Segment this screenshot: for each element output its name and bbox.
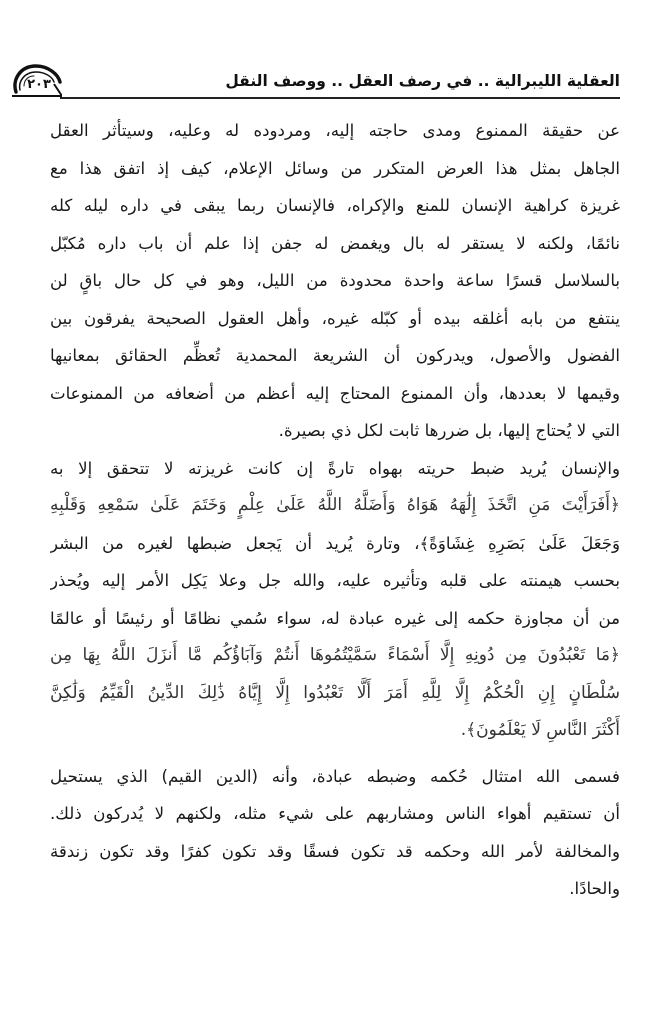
header-title: العقلية الليبرالية .. في رصف العقل .. ووصف النقل — [225, 72, 620, 90]
text-line: بالسلاسل قسرًا ساعة واحدة محدودة من الليل، وهو في كل حال باقٍ لن — [50, 271, 620, 290]
main-text — [50, 112, 620, 908]
text-line: والمخالفة لأمر الله وحكمه قد تكون فسقًا وقد تكون كفرًا وقد تكون زندقة — [50, 841, 620, 861]
text-line: بحسب هيمنته على قلبه وتأثيره عليه، والله جل وعلا يَكِل الأمر إليه ويُحذر — [50, 571, 620, 590]
page-number: ٢٠٣ — [27, 77, 51, 92]
text-line: وقيمها لا بعددها، وأن الممنوع المحتاج إليه أعظم من أضعافه من الممنوعات — [50, 383, 620, 403]
text-line: من أن مجاوزة حكمه إلى غيره عبادة له، سواء سُمي نظامًا أو رئيسًا أو عالمًا — [50, 608, 620, 628]
text-line: ينتفع من بابه أغلقه بيده أو كبّله غيره، وأهل العقول الصحيحة يفرقون بين — [50, 308, 620, 328]
quran-verse-line: ﴿أَفَرَأَيْتَ مَنِ اتَّخَذَ إِلَٰهَهُ هَوَاهُ وَأَضَلَّهُ اللَّهُ عَلَىٰ عِلْمٍ وَخَتَمَ عَلَىٰ سَمْعِهِ وَقَلْبِهِ — [50, 495, 620, 515]
running-header — [10, 58, 620, 102]
text-line: عن حقيقة الممنوع ومدى حاجته إليه، ومردوده له وعليه، وسيتأثر العقل — [50, 121, 620, 140]
text-line: والإنسان يُريد ضبط حريته بهواه تارةً إن كانت غريزته لا تتحقق إلا به — [50, 458, 620, 478]
paragraph-gap — [50, 750, 620, 758]
text-line: التي لا يُحتاج إليها، بل ضررها ثابت لكل ذي بصيرة. — [278, 421, 620, 440]
text-line: نائمًا، ولكنه لا يستقر له بال ويغمض له جفن إذا علم أن باب داره مُكبّل — [50, 233, 620, 253]
text-line: غريزة كراهية الإنسان للمنع والإكراه، فالإنسان ربما يبقى في داره ليله كله — [50, 196, 620, 215]
text-line: والحادًا. — [569, 879, 620, 898]
page-number-badge — [10, 62, 62, 100]
text-line: فسمى الله امتثال حُكمه وضبطه عبادة، وأنه (الدين القيم) الذي يستحيل — [50, 766, 620, 786]
text-line: أن تستقيم أهواء الناس ومشاربهم على شيء مثله، ولكنهم لا يُدركون ذلك. — [50, 804, 620, 823]
text-line: وَجَعَلَ عَلَىٰ بَصَرِهِ غِشَاوَةً﴾، وتارة يُريد أن يَجعل ضبطها لغيره من البشر — [50, 533, 620, 553]
quran-verse-line: ﴿مَا تَعْبُدُونَ مِن دُونِهِ إِلَّا أَسْمَاءً سَمَّيْتُمُوهَا أَنتُمْ وَآبَاؤُكُم مَّا أَنزَلَ اللَّهُ بِهَا مِن — [50, 645, 620, 665]
text-line: الفضول والأصول، ويدركون أن الشريعة المحمدية تُعظِّم الحقائق بمعانيها — [50, 346, 620, 365]
quran-verse-line: سُلْطَانٍ إِنِ الْحُكْمُ إِلَّا لِلَّهِ أَمَرَ أَلَّا تَعْبُدُوا إِلَّا إِيَّاهُ ذَٰلِكَ الدِّينُ الْقَيِّمُ وَلَٰكِنَّ — [50, 682, 620, 703]
header-rule — [60, 97, 620, 99]
quran-verse-line: أَكْثَرَ النَّاسِ لَا يَعْلَمُونَ﴾. — [460, 720, 620, 740]
text-line: الجاهل بمثل هذا العرض المتكرر من وسائل الإعلام، كيف إذ اتفق هذا مع — [50, 158, 620, 178]
